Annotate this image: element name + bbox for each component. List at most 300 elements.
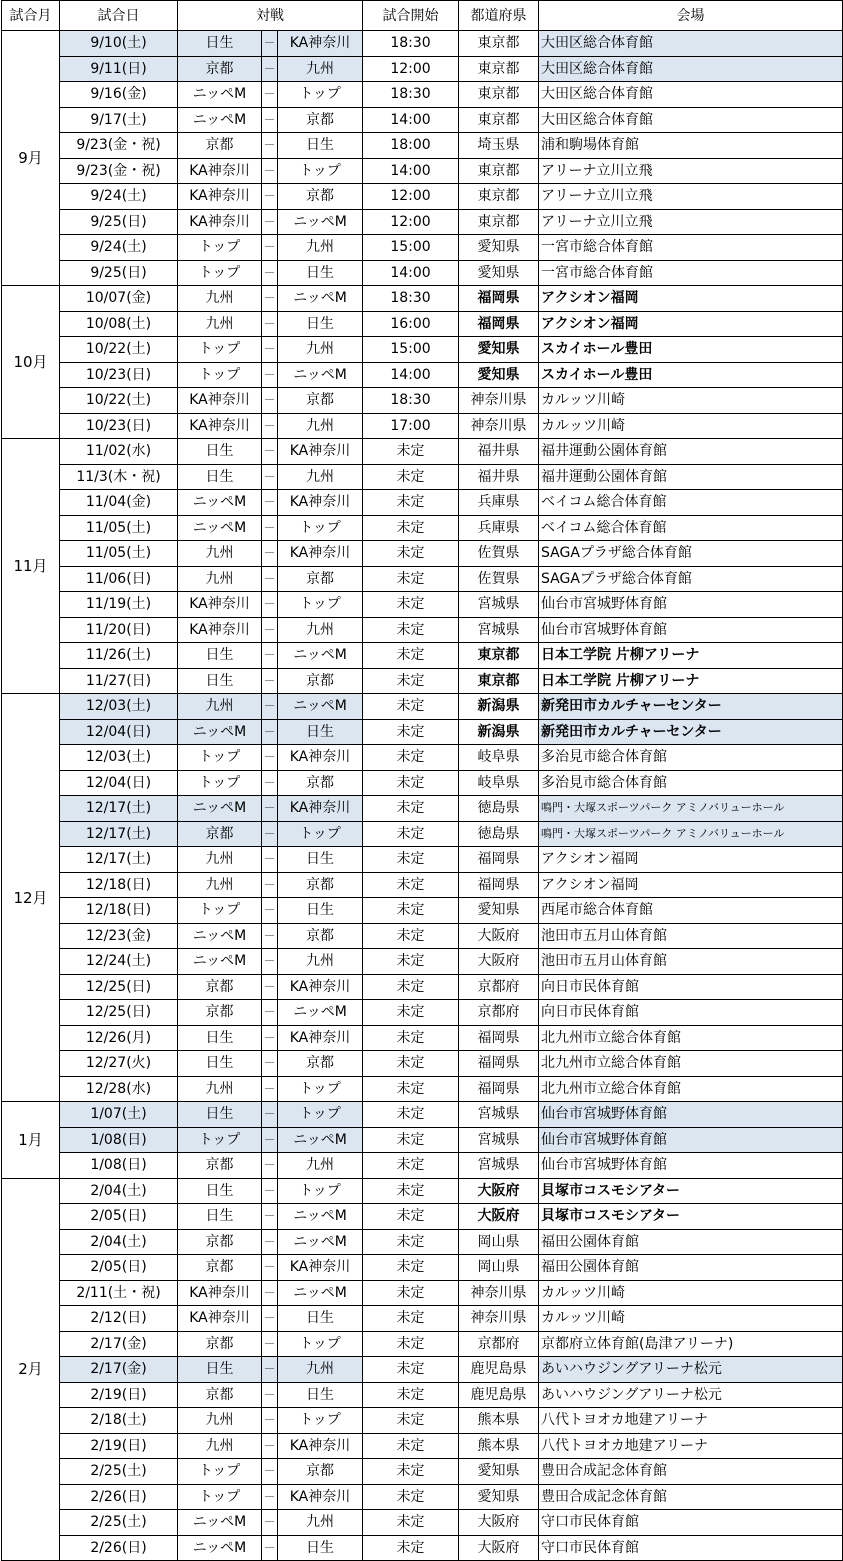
start-time-cell: 未定 xyxy=(363,1076,459,1102)
vs-separator: － xyxy=(262,974,278,1000)
venue-cell: 豊田合成記念体育館 xyxy=(539,1484,843,1510)
date-cell: 11/19(土) xyxy=(60,592,178,618)
venue-cell: 日本工学院 片柳アリーナ xyxy=(539,668,843,694)
venue-cell: 京都府立体育館(島津アリーナ) xyxy=(539,1331,843,1357)
away-team-cell: ニッペM xyxy=(278,1229,363,1255)
away-team-cell: トップ xyxy=(278,158,363,184)
start-time-cell: 未定 xyxy=(363,770,459,796)
home-team-cell: トップ xyxy=(178,770,262,796)
start-time-cell: 未定 xyxy=(363,541,459,567)
away-team-cell: 九州 xyxy=(278,1357,363,1383)
away-team-cell: トップ xyxy=(278,1331,363,1357)
table-row xyxy=(2,388,843,414)
table-row xyxy=(2,694,843,720)
away-team-cell: ニッペM xyxy=(278,1204,363,1230)
away-team-cell: ニッペM xyxy=(278,209,363,235)
home-team-cell: 日生 xyxy=(178,643,262,669)
prefecture-cell: 福岡県 xyxy=(459,872,539,898)
start-time-cell: 未定 xyxy=(363,515,459,541)
table-row xyxy=(2,1357,843,1383)
venue-cell: 多治見市総合体育館 xyxy=(539,745,843,771)
prefecture-cell: 愛知県 xyxy=(459,898,539,924)
prefecture-cell: 福井県 xyxy=(459,439,539,465)
away-team-cell: ニッペM xyxy=(278,1000,363,1026)
away-team-cell: KA神奈川 xyxy=(278,796,363,822)
table-row xyxy=(2,974,843,1000)
vs-separator: － xyxy=(262,1229,278,1255)
table-row xyxy=(2,1280,843,1306)
start-time-cell: 16:00 xyxy=(363,311,459,337)
home-team-cell: 九州 xyxy=(178,847,262,873)
away-team-cell: KA神奈川 xyxy=(278,974,363,1000)
venue-cell: 福井運動公園体育館 xyxy=(539,464,843,490)
table-row xyxy=(2,1204,843,1230)
home-team-cell: 九州 xyxy=(178,1076,262,1102)
date-cell: 9/23(金・祝) xyxy=(60,133,178,159)
table-row xyxy=(2,541,843,567)
start-time-cell: 未定 xyxy=(363,719,459,745)
prefecture-cell: 福井県 xyxy=(459,464,539,490)
vs-separator: － xyxy=(262,133,278,159)
prefecture-cell: 東京都 xyxy=(459,56,539,82)
away-team-cell: 日生 xyxy=(278,847,363,873)
away-team-cell: 日生 xyxy=(278,1382,363,1408)
vs-separator: － xyxy=(262,745,278,771)
venue-cell: アリーナ立川立飛 xyxy=(539,209,843,235)
start-time-cell: 未定 xyxy=(363,566,459,592)
date-cell: 12/17(土) xyxy=(60,796,178,822)
home-team-cell: ニッペM xyxy=(178,923,262,949)
prefecture-cell: 福岡県 xyxy=(459,1076,539,1102)
home-team-cell: 九州 xyxy=(178,566,262,592)
vs-separator: － xyxy=(262,31,278,57)
table-row xyxy=(2,260,843,286)
prefecture-cell: 鹿児島県 xyxy=(459,1357,539,1383)
venue-cell: 池田市五月山体育館 xyxy=(539,949,843,975)
vs-separator: － xyxy=(262,82,278,108)
date-cell: 1/07(土) xyxy=(60,1102,178,1128)
date-cell: 2/05(日) xyxy=(60,1255,178,1281)
prefecture-cell: 新潟県 xyxy=(459,719,539,745)
vs-separator: － xyxy=(262,56,278,82)
vs-separator: － xyxy=(262,1408,278,1434)
home-team-cell: トップ xyxy=(178,337,262,363)
home-team-cell: KA神奈川 xyxy=(178,413,262,439)
away-team-cell: 日生 xyxy=(278,1306,363,1332)
venue-cell: 福井運動公園体育館 xyxy=(539,439,843,465)
prefecture-cell: 東京都 xyxy=(459,158,539,184)
venue-cell: 豊田合成記念体育館 xyxy=(539,1459,843,1485)
table-row xyxy=(2,235,843,261)
away-team-cell: 九州 xyxy=(278,1153,363,1179)
prefecture-cell: 神奈川県 xyxy=(459,413,539,439)
vs-separator: － xyxy=(262,719,278,745)
prefecture-cell: 福岡県 xyxy=(459,847,539,873)
prefecture-cell: 兵庫県 xyxy=(459,515,539,541)
home-team-cell: ニッペM xyxy=(178,82,262,108)
vs-separator: － xyxy=(262,209,278,235)
start-time-cell: 14:00 xyxy=(363,107,459,133)
date-cell: 9/17(土) xyxy=(60,107,178,133)
home-team-cell: ニッペM xyxy=(178,107,262,133)
month-cell: 1月 xyxy=(2,1102,60,1179)
start-time-cell: 未定 xyxy=(363,1025,459,1051)
home-team-cell: ニッペM xyxy=(178,490,262,516)
prefecture-cell: 新潟県 xyxy=(459,694,539,720)
away-team-cell: ニッペM xyxy=(278,1280,363,1306)
vs-separator: － xyxy=(262,668,278,694)
away-team-cell: KA神奈川 xyxy=(278,1255,363,1281)
home-team-cell: 京都 xyxy=(178,1255,262,1281)
table-row xyxy=(2,566,843,592)
month-cell: 2月 xyxy=(2,1178,60,1561)
table-row xyxy=(2,133,843,159)
date-cell: 9/25(日) xyxy=(60,209,178,235)
table-row xyxy=(2,1255,843,1281)
prefecture-cell: 大阪府 xyxy=(459,1510,539,1536)
away-team-cell: 九州 xyxy=(278,235,363,261)
date-cell: 9/10(土) xyxy=(60,31,178,57)
prefecture-cell: 熊本県 xyxy=(459,1408,539,1434)
venue-cell: あいハウジングアリーナ松元 xyxy=(539,1382,843,1408)
month-cell: 9月 xyxy=(2,31,60,286)
prefecture-cell: 大阪府 xyxy=(459,1204,539,1230)
prefecture-cell: 京都府 xyxy=(459,1331,539,1357)
venue-cell: 日本工学院 片柳アリーナ xyxy=(539,643,843,669)
venue-cell: 新発田市カルチャーセンター xyxy=(539,719,843,745)
home-team-cell: 九州 xyxy=(178,541,262,567)
prefecture-cell: 岐阜県 xyxy=(459,770,539,796)
vs-separator: － xyxy=(262,1510,278,1536)
table-row xyxy=(2,1408,843,1434)
vs-separator: － xyxy=(262,235,278,261)
table-row xyxy=(2,668,843,694)
table-row xyxy=(2,362,843,388)
prefecture-cell: 岐阜県 xyxy=(459,745,539,771)
vs-separator: － xyxy=(262,1433,278,1459)
away-team-cell: 京都 xyxy=(278,107,363,133)
table-row xyxy=(2,464,843,490)
home-team-cell: 日生 xyxy=(178,464,262,490)
start-time-cell: 未定 xyxy=(363,490,459,516)
table-row xyxy=(2,949,843,975)
date-cell: 11/26(土) xyxy=(60,643,178,669)
table-row xyxy=(2,592,843,618)
away-team-cell: 京都 xyxy=(278,1459,363,1485)
venue-cell: 大田区総合体育館 xyxy=(539,107,843,133)
venue-cell: 福田公園体育館 xyxy=(539,1229,843,1255)
vs-separator: － xyxy=(262,1051,278,1077)
table-row xyxy=(2,158,843,184)
prefecture-cell: 宮城県 xyxy=(459,1102,539,1128)
header-row xyxy=(2,1,843,31)
table-row xyxy=(2,1535,843,1561)
vs-separator: － xyxy=(262,184,278,210)
vs-separator: － xyxy=(262,592,278,618)
away-team-cell: 京都 xyxy=(278,872,363,898)
away-team-cell: 京都 xyxy=(278,388,363,414)
vs-separator: － xyxy=(262,107,278,133)
date-cell: 12/23(金) xyxy=(60,923,178,949)
date-cell: 12/28(水) xyxy=(60,1076,178,1102)
date-cell: 11/3(木・祝) xyxy=(60,464,178,490)
vs-separator: － xyxy=(262,1357,278,1383)
venue-cell: スカイホール豊田 xyxy=(539,337,843,363)
venue-cell: 一宮市総合体育館 xyxy=(539,235,843,261)
venue-cell: 仙台市宮城野体育館 xyxy=(539,1102,843,1128)
start-time-cell: 未定 xyxy=(363,643,459,669)
away-team-cell: トップ xyxy=(278,1076,363,1102)
table-row xyxy=(2,1178,843,1204)
venue-cell: 仙台市宮城野体育館 xyxy=(539,1153,843,1179)
home-team-cell: KA神奈川 xyxy=(178,592,262,618)
date-cell: 2/17(金) xyxy=(60,1357,178,1383)
start-time-cell: 未定 xyxy=(363,1306,459,1332)
prefecture-cell: 東京都 xyxy=(459,107,539,133)
home-team-cell: 京都 xyxy=(178,133,262,159)
away-team-cell: 日生 xyxy=(278,898,363,924)
table-row xyxy=(2,413,843,439)
away-team-cell: 九州 xyxy=(278,464,363,490)
prefecture-cell: 鹿児島県 xyxy=(459,1382,539,1408)
header-month: 試合月 xyxy=(2,1,60,31)
venue-cell: 新発田市カルチャーセンター xyxy=(539,694,843,720)
away-team-cell: 九州 xyxy=(278,56,363,82)
start-time-cell: 未定 xyxy=(363,847,459,873)
prefecture-cell: 東京都 xyxy=(459,82,539,108)
home-team-cell: ニッペM xyxy=(178,515,262,541)
date-cell: 12/17(土) xyxy=(60,847,178,873)
away-team-cell: 京都 xyxy=(278,770,363,796)
table-row xyxy=(2,1000,843,1026)
vs-separator: － xyxy=(262,439,278,465)
prefecture-cell: 東京都 xyxy=(459,209,539,235)
home-team-cell: KA神奈川 xyxy=(178,388,262,414)
date-cell: 12/24(土) xyxy=(60,949,178,975)
prefecture-cell: 神奈川県 xyxy=(459,388,539,414)
start-time-cell: 18:30 xyxy=(363,388,459,414)
home-team-cell: KA神奈川 xyxy=(178,184,262,210)
prefecture-cell: 東京都 xyxy=(459,31,539,57)
date-cell: 2/26(日) xyxy=(60,1535,178,1561)
venue-cell: アリーナ立川立飛 xyxy=(539,184,843,210)
away-team-cell: 九州 xyxy=(278,617,363,643)
table-row xyxy=(2,847,843,873)
month-cell: 11月 xyxy=(2,439,60,694)
prefecture-cell: 愛知県 xyxy=(459,260,539,286)
table-row xyxy=(2,31,843,57)
venue-cell: 大田区総合体育館 xyxy=(539,82,843,108)
start-time-cell: 未定 xyxy=(363,796,459,822)
table-row xyxy=(2,1229,843,1255)
away-team-cell: KA神奈川 xyxy=(278,439,363,465)
start-time-cell: 14:00 xyxy=(363,260,459,286)
start-time-cell: 未定 xyxy=(363,1178,459,1204)
home-team-cell: 京都 xyxy=(178,821,262,847)
date-cell: 2/19(日) xyxy=(60,1433,178,1459)
venue-cell: 向日市民体育館 xyxy=(539,1000,843,1026)
start-time-cell: 未定 xyxy=(363,668,459,694)
table-row xyxy=(2,1127,843,1153)
start-time-cell: 未定 xyxy=(363,898,459,924)
start-time-cell: 未定 xyxy=(363,923,459,949)
vs-separator: － xyxy=(262,1102,278,1128)
vs-separator: － xyxy=(262,1459,278,1485)
away-team-cell: 日生 xyxy=(278,719,363,745)
prefecture-cell: 宮城県 xyxy=(459,1153,539,1179)
away-team-cell: KA神奈川 xyxy=(278,1025,363,1051)
table-row xyxy=(2,898,843,924)
date-cell: 12/04(日) xyxy=(60,770,178,796)
venue-cell: 八代トヨオカ地建アリーナ xyxy=(539,1433,843,1459)
away-team-cell: トップ xyxy=(278,82,363,108)
date-cell: 2/11(土・祝) xyxy=(60,1280,178,1306)
date-cell: 12/25(日) xyxy=(60,1000,178,1026)
away-team-cell: トップ xyxy=(278,515,363,541)
vs-separator: － xyxy=(262,694,278,720)
date-cell: 2/05(日) xyxy=(60,1204,178,1230)
date-cell: 2/19(日) xyxy=(60,1382,178,1408)
date-cell: 10/23(日) xyxy=(60,413,178,439)
date-cell: 11/27(日) xyxy=(60,668,178,694)
away-team-cell: KA神奈川 xyxy=(278,745,363,771)
home-team-cell: 日生 xyxy=(178,439,262,465)
home-team-cell: 日生 xyxy=(178,1051,262,1077)
home-team-cell: トップ xyxy=(178,1459,262,1485)
start-time-cell: 未定 xyxy=(363,694,459,720)
start-time-cell: 未定 xyxy=(363,949,459,975)
vs-separator: － xyxy=(262,286,278,312)
date-cell: 12/17(土) xyxy=(60,821,178,847)
prefecture-cell: 東京都 xyxy=(459,184,539,210)
home-team-cell: トップ xyxy=(178,898,262,924)
start-time-cell: 未定 xyxy=(363,1280,459,1306)
table-row xyxy=(2,184,843,210)
prefecture-cell: 宮城県 xyxy=(459,1127,539,1153)
start-time-cell: 12:00 xyxy=(363,184,459,210)
home-team-cell: 京都 xyxy=(178,1153,262,1179)
vs-separator: － xyxy=(262,1076,278,1102)
prefecture-cell: 愛知県 xyxy=(459,1484,539,1510)
start-time-cell: 未定 xyxy=(363,1459,459,1485)
vs-separator: － xyxy=(262,158,278,184)
date-cell: 10/07(金) xyxy=(60,286,178,312)
start-time-cell: 未定 xyxy=(363,592,459,618)
prefecture-cell: 愛知県 xyxy=(459,1459,539,1485)
table-row xyxy=(2,1331,843,1357)
prefecture-cell: 佐賀県 xyxy=(459,566,539,592)
home-team-cell: 日生 xyxy=(178,668,262,694)
venue-cell: 守口市民体育館 xyxy=(539,1535,843,1561)
venue-cell: 向日市民体育館 xyxy=(539,974,843,1000)
header-start-time: 試合開始 xyxy=(363,1,459,31)
date-cell: 12/26(月) xyxy=(60,1025,178,1051)
date-cell: 11/04(金) xyxy=(60,490,178,516)
prefecture-cell: 京都府 xyxy=(459,1000,539,1026)
home-team-cell: KA神奈川 xyxy=(178,209,262,235)
table-row xyxy=(2,1102,843,1128)
venue-cell: SAGAプラザ総合体育館 xyxy=(539,541,843,567)
home-team-cell: トップ xyxy=(178,1484,262,1510)
vs-separator: － xyxy=(262,260,278,286)
table-row xyxy=(2,617,843,643)
venue-cell: 貝塚市コスモシアター xyxy=(539,1204,843,1230)
venue-cell: アクシオン福岡 xyxy=(539,872,843,898)
home-team-cell: 九州 xyxy=(178,872,262,898)
prefecture-cell: 神奈川県 xyxy=(459,1280,539,1306)
date-cell: 9/16(金) xyxy=(60,82,178,108)
start-time-cell: 未定 xyxy=(363,617,459,643)
date-cell: 12/18(日) xyxy=(60,872,178,898)
venue-cell: 池田市五月山体育館 xyxy=(539,923,843,949)
prefecture-cell: 愛知県 xyxy=(459,362,539,388)
venue-cell: 八代トヨオカ地建アリーナ xyxy=(539,1408,843,1434)
away-team-cell: 日生 xyxy=(278,1535,363,1561)
vs-separator: － xyxy=(262,1000,278,1026)
vs-separator: － xyxy=(262,847,278,873)
home-team-cell: 九州 xyxy=(178,694,262,720)
venue-cell: アクシオン福岡 xyxy=(539,286,843,312)
venue-cell: 北九州市立総合体育館 xyxy=(539,1051,843,1077)
vs-separator: － xyxy=(262,643,278,669)
vs-separator: － xyxy=(262,1255,278,1281)
start-time-cell: 18:30 xyxy=(363,286,459,312)
away-team-cell: 日生 xyxy=(278,260,363,286)
away-team-cell: ニッペM xyxy=(278,1127,363,1153)
away-team-cell: トップ xyxy=(278,1408,363,1434)
home-team-cell: ニッペM xyxy=(178,1510,262,1536)
prefecture-cell: 宮城県 xyxy=(459,617,539,643)
away-team-cell: 日生 xyxy=(278,311,363,337)
prefecture-cell: 愛知県 xyxy=(459,235,539,261)
home-team-cell: 日生 xyxy=(178,1025,262,1051)
home-team-cell: 日生 xyxy=(178,1357,262,1383)
prefecture-cell: 東京都 xyxy=(459,643,539,669)
prefecture-cell: 東京都 xyxy=(459,668,539,694)
start-time-cell: 未定 xyxy=(363,1051,459,1077)
date-cell: 9/11(日) xyxy=(60,56,178,82)
home-team-cell: ニッペM xyxy=(178,949,262,975)
header-match: 対戦 xyxy=(178,1,363,31)
vs-separator: － xyxy=(262,1306,278,1332)
start-time-cell: 14:00 xyxy=(363,158,459,184)
table-row xyxy=(2,1076,843,1102)
table-row xyxy=(2,56,843,82)
prefecture-cell: 岡山県 xyxy=(459,1229,539,1255)
venue-cell: 多治見市総合体育館 xyxy=(539,770,843,796)
start-time-cell: 未定 xyxy=(363,1510,459,1536)
away-team-cell: トップ xyxy=(278,592,363,618)
start-time-cell: 18:00 xyxy=(363,133,459,159)
away-team-cell: トップ xyxy=(278,821,363,847)
away-team-cell: 九州 xyxy=(278,413,363,439)
table-row xyxy=(2,1433,843,1459)
home-team-cell: トップ xyxy=(178,362,262,388)
away-team-cell: 九州 xyxy=(278,949,363,975)
venue-cell: 大田区総合体育館 xyxy=(539,56,843,82)
venue-cell: スカイホール豊田 xyxy=(539,362,843,388)
table-row xyxy=(2,1484,843,1510)
home-team-cell: トップ xyxy=(178,745,262,771)
prefecture-cell: 岡山県 xyxy=(459,1255,539,1281)
venue-cell: カルッツ川崎 xyxy=(539,388,843,414)
table-row xyxy=(2,1510,843,1536)
home-team-cell: ニッペM xyxy=(178,719,262,745)
date-cell: 12/25(日) xyxy=(60,974,178,1000)
date-cell: 2/17(金) xyxy=(60,1331,178,1357)
venue-cell: 北九州市立総合体育館 xyxy=(539,1025,843,1051)
date-cell: 2/12(日) xyxy=(60,1306,178,1332)
